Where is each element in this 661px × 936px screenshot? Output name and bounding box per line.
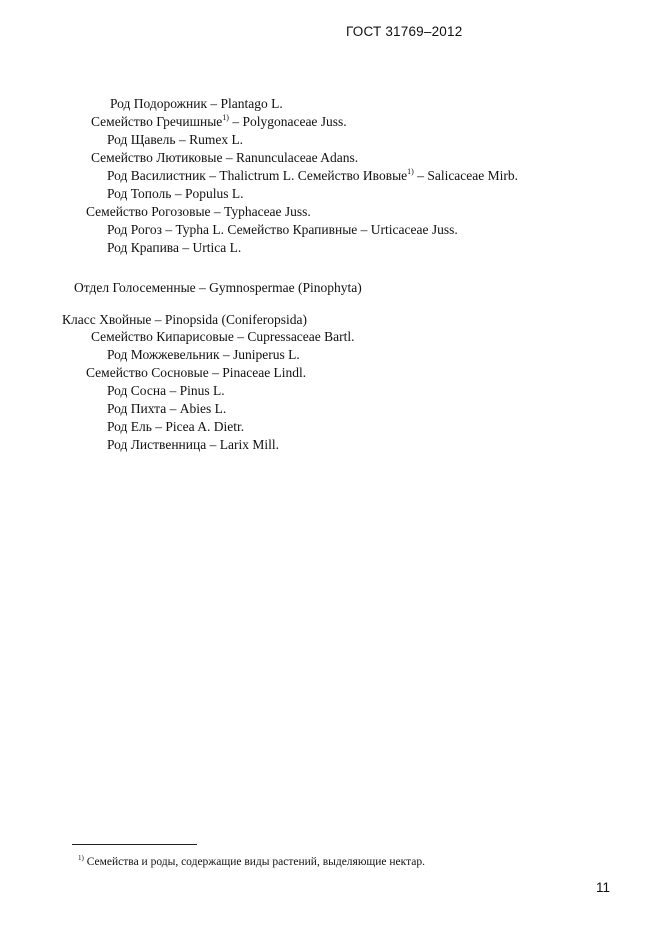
entry-text: Род Ель – Picea A. Dietr. (107, 419, 245, 434)
footnote-text: Семейства и роды, содержащие виды растений, выделяющие нектар. (83, 856, 425, 868)
entry-genus-larix (107, 436, 279, 454)
entry-text: Род Пихта – Abies L. (107, 401, 227, 416)
entry-family-typhaceae (86, 203, 311, 221)
entry-genus-rumex (107, 131, 243, 149)
entry-text: Род Лиственница – Larix Mill. (107, 437, 279, 452)
entry-text: Семейство Рогозовые – Typhaceae Juss. (86, 204, 311, 219)
footnote-marker: 1) (78, 854, 84, 862)
entry-family-polygonaceae (91, 113, 347, 131)
entry-genus-populus (107, 185, 243, 203)
entry-text: Род Сосна – Pinus L. (107, 383, 225, 398)
entry-text: Род Василистник – Thalictrum L. Семейство Ивовые (107, 168, 408, 183)
entry-genus-plantago (110, 95, 283, 113)
entry-family-cupressaceae (91, 328, 355, 346)
entry-text: Семейство Кипарисовые – Cupressaceae Bartl. (91, 329, 355, 344)
entry-genus-typha (107, 221, 458, 239)
entry-text-after: – Salicaceae Mirb. (413, 168, 519, 183)
entry-genus-pinus (107, 382, 225, 400)
entry-text: Род Подорожник – Plantago L. (110, 96, 283, 111)
entry-genus-picea (107, 418, 244, 436)
entry-text: Род Тополь – Populus L. (107, 186, 244, 201)
entry-genus-urtica (107, 239, 241, 257)
entry-text: Род Щавель – Rumex L. (107, 132, 244, 147)
footnote (78, 856, 425, 868)
entry-division-gymnospermae (74, 279, 362, 297)
footnote-marker: 1) (407, 167, 414, 176)
entry-text: Род Рогоз – Typha L. Семейство Крапивные – Urticaceae Juss. (107, 222, 458, 237)
entry-family-pinaceae (86, 364, 306, 382)
entry-text: Семейство Сосновые – Pinaceae Lindl. (86, 365, 307, 380)
page-number: 11 (596, 880, 611, 895)
entry-text: Отдел Голосеменные – Gymnospermae (Pinophyta) (74, 280, 362, 295)
entry-text: Семейство Гречишные (91, 114, 223, 129)
entry-genus-abies (107, 400, 226, 418)
entry-text: Семейство Лютиковые – Ranunculaceae Adans. (91, 150, 359, 165)
document-header: ГОСТ 31769–2012 (346, 24, 463, 39)
entry-genus-juniperus (107, 346, 300, 364)
entry-text: Класс Хвойные – Pinopsida (Coniferopsida) (62, 312, 307, 327)
entry-text: Род Крапива – Urtica L. (107, 240, 242, 255)
entry-class-pinopsida (62, 311, 307, 329)
entry-text-after: – Polygonaceae Juss. (228, 114, 347, 129)
footnote-separator (72, 844, 197, 845)
entry-family-ranunculaceae (91, 149, 358, 167)
entry-genus-thalictrum (107, 167, 518, 185)
entry-text: Род Можжевельник – Juniperus L. (107, 347, 300, 362)
footnote-marker: 1) (222, 113, 229, 122)
